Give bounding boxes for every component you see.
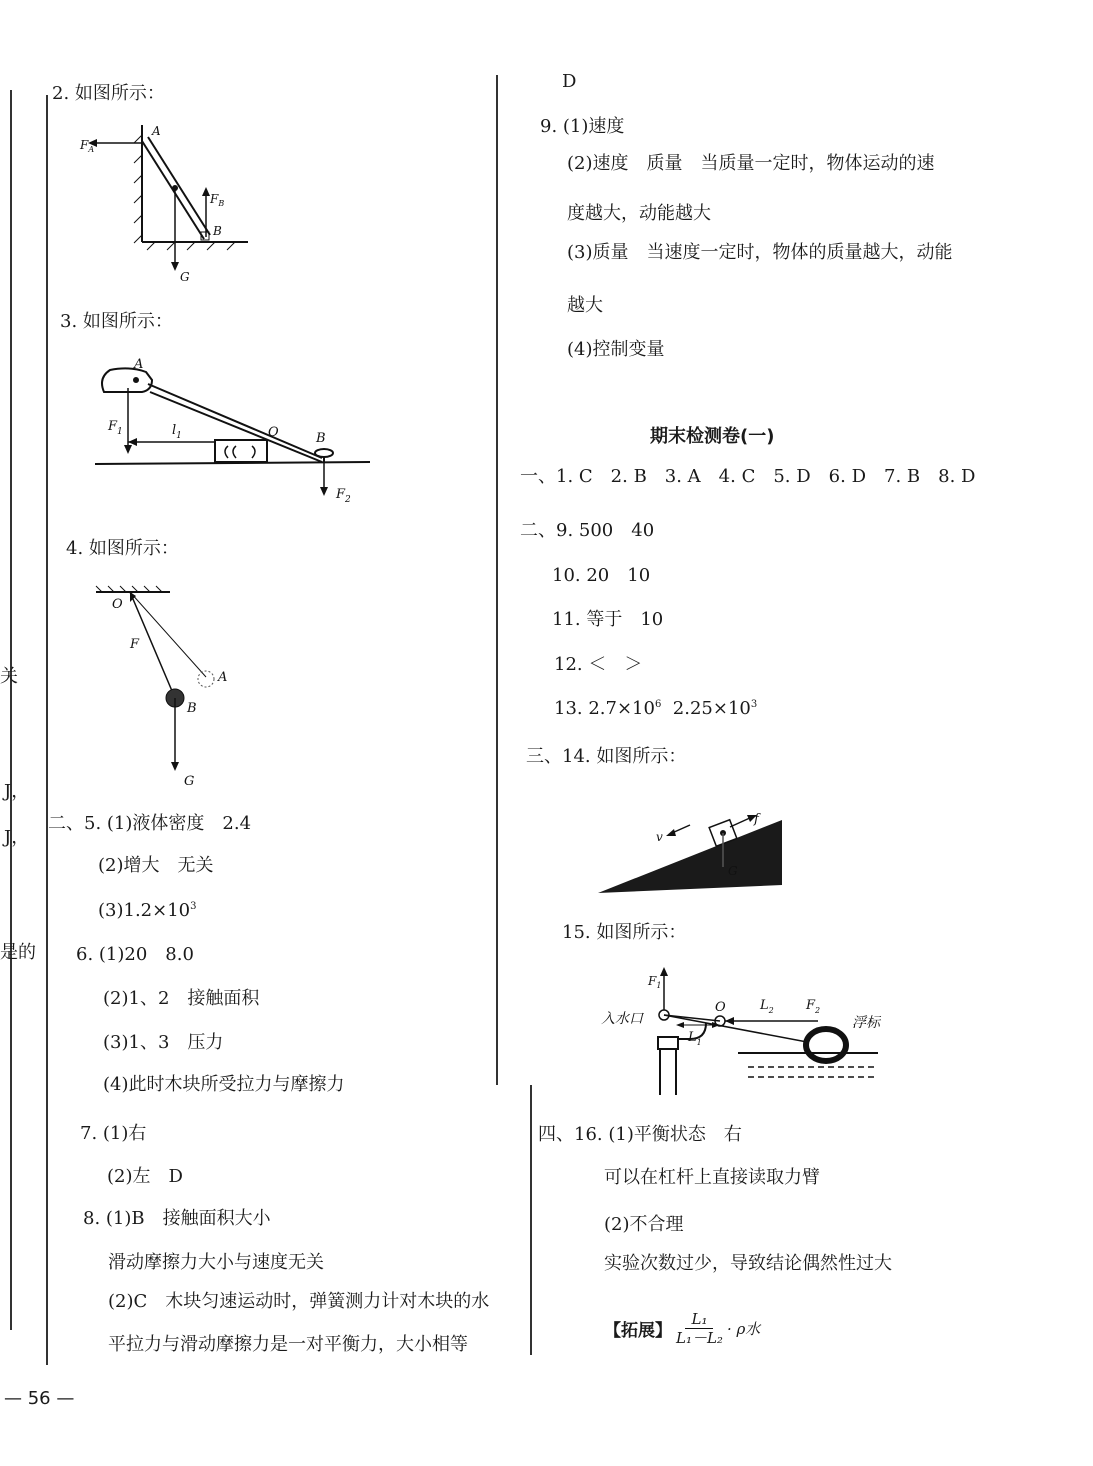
q3-label: 3. 如图所示： [60, 311, 173, 332]
q8-line3: (2)C 木块匀速运动时，弹簧测力计对木块的水 [108, 1291, 490, 1312]
margin-fragment-guan: 关 [0, 666, 18, 687]
d15-inlet-label: 入水口 [601, 1011, 643, 1027]
d4-g-label: G [184, 774, 195, 789]
extension-numerator: L₁ [685, 1310, 713, 1329]
d15-f2-label: $F_2$ [806, 998, 821, 1015]
d4-f-label: F [130, 637, 140, 652]
q8-line2: 滑动摩擦力大小与速度无关 [108, 1252, 324, 1273]
d15-f1-label: $F_1$ [648, 974, 662, 990]
d14-v-label: v [656, 830, 663, 844]
q16-line4: 实验次数过少，导致结论偶然性过大 [604, 1253, 892, 1274]
q6-line1: 6. (1)20 8.0 [76, 944, 194, 965]
d2-b-label: B [213, 224, 222, 238]
q7-line2: (2)左 D [107, 1166, 183, 1187]
d14-g-label: G [728, 864, 738, 878]
d2-a-label: A [152, 124, 161, 138]
diagram-q4-pendulum [90, 580, 250, 790]
d2-fa-label: $F_A$ [80, 138, 95, 154]
q9-answer: 二、9. 500 40 [520, 520, 655, 541]
d15-l1-label: $L_1$ [688, 1030, 702, 1047]
diagram-q2-ladder [70, 115, 270, 290]
center-column-rule-lower [530, 1085, 532, 1355]
d2-g-label: G [180, 270, 190, 284]
d3-b-label: B [316, 431, 326, 446]
q8-line4: 平拉力与滑动摩擦力是一对平衡力，大小相等 [108, 1334, 468, 1355]
left-margin-rule [10, 90, 12, 1330]
q16-line3: (2)不合理 [604, 1214, 684, 1235]
d4-b-label: B [187, 701, 197, 716]
margin-fragment-j1: J， [4, 781, 30, 802]
q14-label: 三、14. 如图所示： [526, 746, 687, 767]
margin-fragment-j2: J， [4, 827, 30, 848]
d3-f2-label: $F_2$ [336, 487, 351, 505]
left-column-rule [46, 95, 48, 1365]
d3-l1-label: $l_1$ [172, 423, 182, 441]
d4-o-label: O [112, 597, 123, 612]
q9-line2: (2)速度 质量 当质量一定时，物体运动的速 [567, 153, 935, 174]
extension-denominator: L₁－L₂ [676, 1328, 723, 1347]
diagram-q15-float-valve [598, 965, 898, 1105]
d4-a-label: A [218, 670, 228, 685]
page-number: — 56 — [4, 1388, 75, 1409]
q5-line1: 二、5. (1)液体密度 2.4 [48, 813, 252, 834]
q9-line5: 越大 [567, 295, 603, 316]
q10-answer: 10. 20 10 [552, 565, 651, 586]
q6-line2: (2)1、2 接触面积 [103, 988, 260, 1009]
q16-line2: 可以在杠杆上直接读取力臂 [604, 1167, 820, 1188]
q16-line1: 四、16. (1)平衡状态 右 [538, 1124, 742, 1145]
center-column-rule [496, 75, 498, 1085]
q9-line6: (4)控制变量 [567, 339, 665, 360]
d15-l2-label: $L_2$ [760, 998, 774, 1015]
q15-label: 15. 如图所示： [562, 922, 687, 943]
diagram-q3-lever [90, 350, 380, 515]
q9-line3: 度越大，动能越大 [567, 203, 711, 224]
q6-line4: (4)此时木块所受拉力与摩擦力 [103, 1074, 345, 1095]
d3-o-label: O [268, 425, 279, 440]
extension-answer [604, 1304, 760, 1352]
q5-line3: $(3)1.2\times 10^3$ [98, 900, 197, 921]
q4-label: 4. 如图所示： [66, 538, 179, 559]
q6-line3: (3)1、3 压力 [103, 1032, 224, 1053]
section1-answers: 一、1. C 2. B 3. A 4. C 5. D 6. D 7. B 8. D [520, 466, 976, 487]
extension-label: 【拓展】 [604, 1320, 672, 1341]
margin-fragment-de: 是的 [0, 942, 36, 963]
d2-fb-label: $F_B$ [210, 192, 225, 208]
d3-f1-label: $F_1$ [108, 419, 123, 437]
answer-d: D [562, 71, 577, 92]
q7-line1: 7. (1)右 [80, 1123, 147, 1144]
section-title: 期末检测卷(一) [650, 426, 775, 447]
q2-label: 2. 如图所示： [52, 83, 165, 104]
d15-o-label: O [715, 1000, 726, 1015]
d14-f-label: f [754, 812, 759, 827]
q9-line4: (3)质量 当速度一定时，物体的质量越大，动能 [567, 242, 953, 263]
q9-line1: 9. (1)速度 [540, 116, 625, 137]
q8-line1: 8. (1)B 接触面积大小 [83, 1208, 271, 1229]
q5-line2: (2)增大 无关 [98, 855, 214, 876]
q13-answer: 13. $2.7\times 10^6$ $2.25\times 10^3$ [554, 698, 758, 719]
extension-fraction [676, 1310, 723, 1347]
diagram-q14-incline [590, 805, 790, 900]
q11-answer: 11. 等于 10 [552, 609, 664, 630]
d3-a-label: A [134, 357, 144, 372]
q12-answer: 12. ＜ ＞ [554, 654, 643, 675]
extension-tail: · ρ水 [726, 1319, 761, 1338]
d15-float-label: 浮标 [852, 1015, 880, 1031]
